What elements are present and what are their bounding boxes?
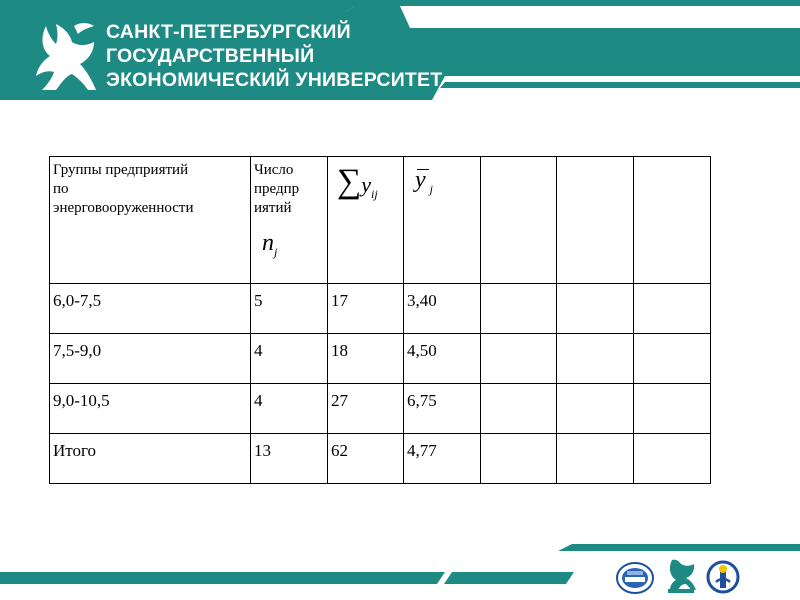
- cell-empty: [481, 284, 557, 334]
- cell-sum: 18: [328, 334, 404, 384]
- header-groups-line-2: по: [53, 181, 69, 197]
- sum-symbol: ∑: [337, 163, 362, 200]
- header-count-line-1: Число: [254, 162, 294, 178]
- formula-y-bar-j: [407, 167, 477, 197]
- formula-n-j: [262, 230, 324, 260]
- table-row: [50, 284, 711, 334]
- formula-ybar-symbol: y: [415, 167, 426, 193]
- cell-empty: [634, 334, 711, 384]
- header-cell-empty-6: [557, 157, 634, 284]
- table-header-row: [50, 157, 711, 284]
- cell-empty: [481, 334, 557, 384]
- formula-n-subscript: j: [274, 245, 278, 259]
- header-groups-line-3: энерговооруженности: [53, 200, 194, 216]
- header-band: [0, 0, 800, 120]
- cell-empty: [557, 334, 634, 384]
- cell-empty: [634, 434, 711, 484]
- groups-table: [49, 156, 711, 484]
- cell-count: 5: [251, 284, 328, 334]
- cell-mean: 6,75: [404, 384, 481, 434]
- cell-sum: 27: [328, 384, 404, 434]
- cell-group: Итого: [50, 434, 251, 484]
- cell-empty: [557, 284, 634, 334]
- header-cell-mean: [404, 157, 481, 284]
- cell-empty: [481, 384, 557, 434]
- cell-count: 4: [251, 384, 328, 434]
- table-row-total: [50, 434, 711, 484]
- cell-group: 9,0-10,5: [50, 384, 251, 434]
- header-cell-sum: [328, 157, 404, 284]
- header-cell-count: [251, 157, 328, 284]
- header-count-line-3: иятий: [254, 200, 292, 216]
- footer-band: [0, 538, 800, 600]
- cell-sum: 62: [328, 434, 404, 484]
- header-cell-empty-7: [634, 157, 711, 284]
- table-row: [50, 384, 711, 434]
- formula-ij-subscript: ij: [371, 187, 378, 201]
- cell-mean: 4,77: [404, 434, 481, 484]
- header-cell-groups: [50, 157, 251, 284]
- header-count-line-2: предпр: [254, 181, 300, 197]
- cell-mean: 3,40: [404, 284, 481, 334]
- university-name: [106, 20, 442, 92]
- cell-count: 13: [251, 434, 328, 484]
- formula-j-subscript: j: [429, 182, 433, 196]
- cell-empty: [557, 434, 634, 484]
- cell-empty: [481, 434, 557, 484]
- cell-sum: 17: [328, 284, 404, 334]
- table-row: [50, 334, 711, 384]
- university-name-line-1: САНКТ-ПЕТЕРБУРГСКИЙ: [106, 21, 351, 43]
- university-name-line-3: ЭКОНОМИЧЕСКИЙ УНИВЕРСИТЕТ: [106, 69, 443, 91]
- formula-sum-y-ij: [337, 163, 400, 202]
- cell-empty: [634, 284, 711, 334]
- university-name-line-2: ГОСУДАРСТВЕННЫЙ: [106, 45, 315, 67]
- cell-mean: 4,50: [404, 334, 481, 384]
- cell-group: 6,0-7,5: [50, 284, 251, 334]
- cell-empty: [557, 384, 634, 434]
- header-cell-empty-5: [481, 157, 557, 284]
- formula-n-symbol: n: [262, 230, 274, 256]
- cell-group: 7,5-9,0: [50, 334, 251, 384]
- cell-empty: [634, 384, 711, 434]
- griffin-logo-icon: [28, 16, 104, 96]
- formula-y-symbol: y: [361, 172, 372, 197]
- cell-count: 4: [251, 334, 328, 384]
- header-groups-line-1: Группы предприятий: [53, 162, 189, 178]
